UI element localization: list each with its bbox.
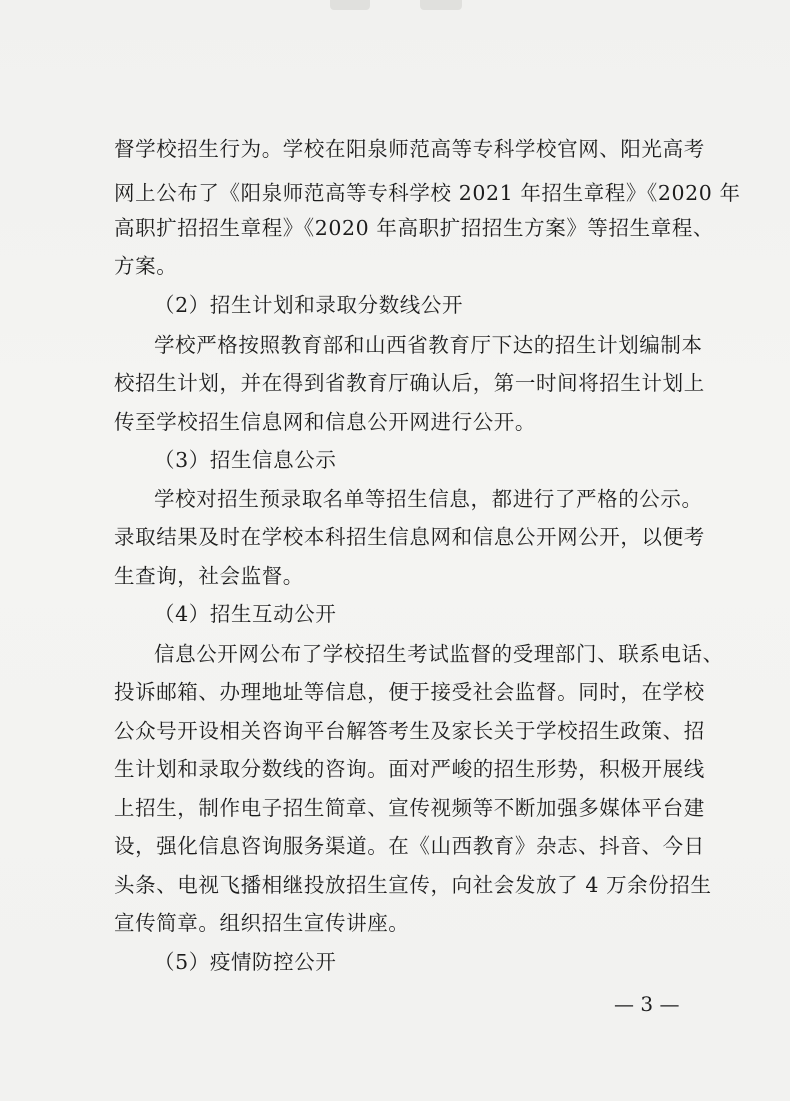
section-heading: （4）招生互动公开 bbox=[154, 602, 337, 626]
text-line: 录取结果及时在学校本科招生信息网和信息公开网公开，以便考 bbox=[114, 525, 705, 549]
section-heading: （5）疫情防控公开 bbox=[154, 950, 337, 974]
section-heading: （2）招生计划和录取分数线公开 bbox=[154, 293, 464, 317]
text-line: 网上公布了《阳泉师范高等专科学校 2021 年招生章程》《2020 年 bbox=[114, 181, 741, 205]
scan-artifact bbox=[420, 0, 462, 10]
text-line: 高职扩招招生章程》《2020 年高职扩招招生方案》等招生章程、 bbox=[114, 216, 715, 240]
section-heading: （3）招生信息公示 bbox=[154, 448, 337, 472]
text-line: 投诉邮箱、办理地址等信息，便于接受社会监督。同时，在学校 bbox=[114, 680, 705, 704]
text-line: 督学校招生行为。学校在阳泉师范高等专科学校官网、阳光高考 bbox=[114, 137, 705, 161]
text-line: 头条、电视飞播相继投放招生宣传，向社会发放了 4 万余份招生 bbox=[114, 873, 712, 897]
text-line: 校招生计划，并在得到省教育厅确认后，第一时间将招生计划上 bbox=[114, 371, 705, 395]
paragraph-first-line: 信息公开网公布了学校招生考试监督的受理部门、联系电话、 bbox=[154, 642, 724, 666]
text-line: 生查询，社会监督。 bbox=[114, 564, 304, 588]
text-line: 公众号开设相关咨询平台解答考生及家长关于学校招生政策、招 bbox=[114, 719, 705, 743]
text-line: 生计划和录取分数线的咨询。面对严峻的招生形势，积极开展线 bbox=[114, 757, 705, 781]
text-line: 宣传简章。组织招生宣传讲座。 bbox=[114, 911, 410, 935]
text-line: 设，强化信息咨询服务渠道。在《山西教育》杂志、抖音、今日 bbox=[114, 834, 705, 858]
paragraph-first-line: 学校严格按照教育部和山西省教育厅下达的招生计划编制本 bbox=[154, 333, 703, 357]
page-number: — 3 — bbox=[614, 992, 680, 1016]
text-line: 传至学校招生信息网和信息公开网进行公开。 bbox=[114, 410, 536, 434]
text-line: 方案。 bbox=[114, 254, 178, 278]
paragraph-first-line: 学校对招生预录取名单等招生信息，都进行了严格的公示。 bbox=[154, 487, 703, 511]
text-line: 上招生，制作电子招生简章、宣传视频等不断加强多媒体平台建 bbox=[114, 796, 705, 820]
scan-artifact bbox=[330, 0, 370, 10]
